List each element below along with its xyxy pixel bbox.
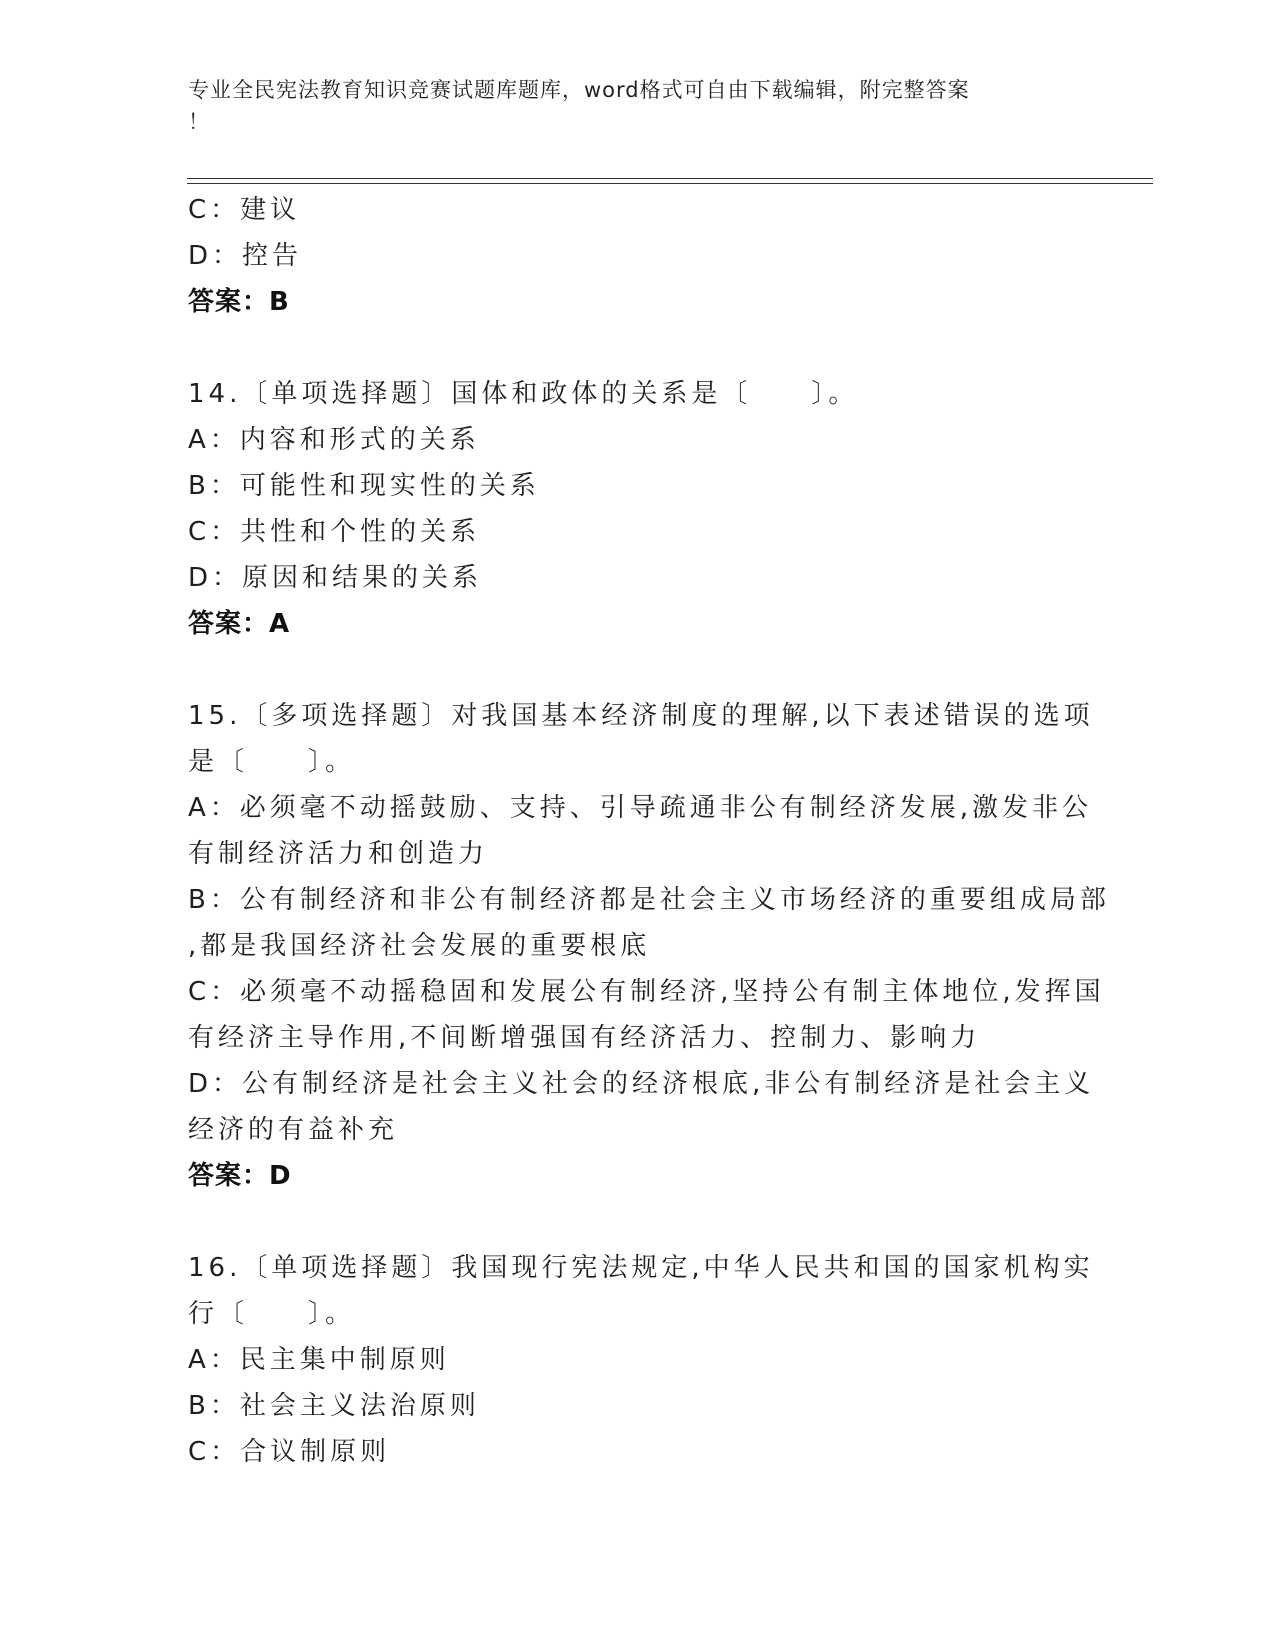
question-list — [188, 187, 1110, 1475]
option-c: C：合议制原则 — [188, 1437, 391, 1467]
header-title: 专业全民宪法教育知识竞赛试题库题库，word格式可自由下载编辑，附完整答案 — [188, 78, 970, 102]
spacer — [188, 647, 1088, 693]
option-a-continuation: 有制经济活力和创造力 — [188, 839, 489, 869]
question-stem: 15.〔多项选择题〕对我国基本经济制度的理解,以下表述错误的选项 — [188, 701, 1094, 731]
option-a: A：民主集中制原则 — [188, 1345, 450, 1375]
answer-label: 答案：D — [188, 1161, 292, 1191]
option-b: B：公有制经济和非公有制经济都是社会主义市场经济的重要组成局部 — [188, 885, 1110, 915]
question-15 — [188, 693, 1110, 1199]
option-c: C：建议 — [188, 195, 301, 225]
spacer — [188, 1199, 1088, 1245]
question-stem: 14.〔单项选择题〕国体和政体的关系是〔 〕。 — [188, 379, 859, 409]
option-d: D：原因和结果的关系 — [188, 563, 483, 593]
option-c: C：共性和个性的关系 — [188, 517, 481, 547]
answer-label: 答案：B — [188, 287, 290, 317]
document-header — [188, 74, 1068, 138]
option-b: B：可能性和现实性的关系 — [188, 471, 540, 501]
question-16 — [188, 1245, 1094, 1475]
spacer — [188, 325, 1088, 371]
option-a: A：内容和形式的关系 — [188, 425, 480, 455]
option-b: B：社会主义法治原则 — [188, 1391, 480, 1421]
question-stem-continuation: 行〔 〕。 — [188, 1299, 356, 1329]
answer-label: 答案：A — [188, 609, 291, 639]
option-b-continuation: ,都是我国经济社会发展的重要根底 — [188, 931, 651, 961]
option-d: D：控告 — [188, 241, 303, 271]
question-14 — [188, 371, 1088, 647]
option-a: A：必须毫不动摇鼓励、支持、引导疏通非公有制经济发展,激发非公 — [188, 793, 1093, 823]
option-c-continuation: 有经济主导作用,不间断增强国有经济活力、控制力、影响力 — [188, 1023, 981, 1053]
option-c: C：必须毫不动摇稳固和发展公有制经济,坚持公有制主体地位,发挥国 — [188, 977, 1105, 1007]
header-divider-bottom — [187, 183, 1153, 184]
question-stem: 16.〔单项选择题〕我国现行宪法规定,中华人民共和国的国家机构实 — [188, 1253, 1094, 1283]
question-stem-continuation: 是〔 〕。 — [188, 747, 356, 777]
option-d: D：公有制经济是社会主义社会的经济根底,非公有制经济是社会主义 — [188, 1069, 1095, 1099]
question-13-tail — [188, 187, 1088, 325]
option-d-continuation: 经济的有益补充 — [188, 1115, 399, 1145]
header-divider-top — [187, 178, 1153, 179]
header-title-continuation: ！ — [188, 110, 210, 134]
